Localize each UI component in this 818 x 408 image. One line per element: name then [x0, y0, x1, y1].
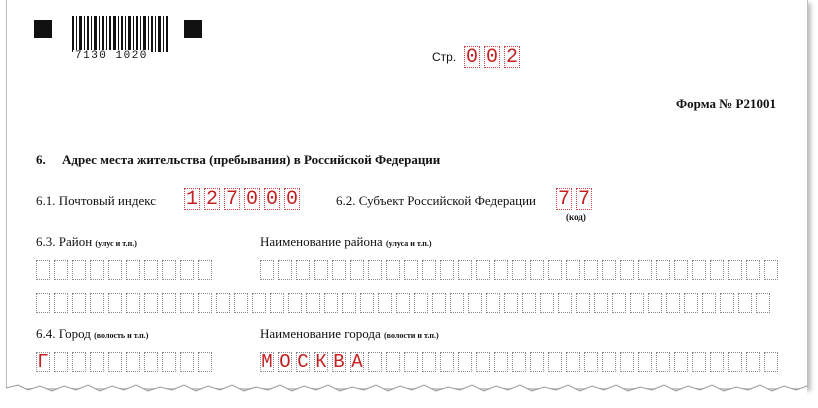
district-name-cell	[656, 260, 670, 280]
district-name-cell	[638, 260, 652, 280]
city-name-cell	[368, 352, 382, 372]
district-cell	[162, 260, 176, 280]
district-name-cell	[72, 293, 86, 313]
district-name-cell	[504, 293, 518, 313]
district-name-cell	[530, 260, 544, 280]
district-name-cell	[36, 293, 50, 313]
city-cell	[162, 352, 176, 372]
city-name-cell: К	[315, 351, 327, 373]
subject-code-note: (код)	[566, 212, 586, 222]
city-name-cell	[404, 352, 418, 372]
city-cell	[54, 352, 68, 372]
subject-label: 6.2. Субъект Российской Федерации	[336, 193, 536, 208]
city-name-cell	[386, 352, 400, 372]
district-name-cell	[458, 260, 472, 280]
city-name-cell: В	[333, 351, 345, 373]
district-cell	[54, 260, 68, 280]
corner-marker-left	[34, 20, 52, 38]
district-cell	[72, 260, 86, 280]
district-name-cell	[360, 293, 374, 313]
district-name-cell	[270, 293, 284, 313]
city-label-line	[36, 326, 148, 342]
page-number-cells	[464, 46, 524, 68]
city-name-cell: О	[279, 351, 291, 373]
city-name-cell	[710, 352, 724, 372]
district-label: 6.3. Район	[36, 234, 93, 249]
city-cell	[144, 352, 158, 372]
page-number-cell: 2	[505, 46, 518, 69]
district-name-cell	[324, 293, 338, 313]
city-name-cell	[440, 352, 454, 372]
district-name-cell	[108, 293, 122, 313]
district-name-cell	[404, 260, 418, 280]
district-name-cell	[522, 293, 536, 313]
city-cell	[198, 352, 212, 372]
district-name-cell	[288, 293, 302, 313]
district-name-cell	[728, 260, 742, 280]
district-name-label-line	[260, 234, 432, 250]
district-name-cells-row2[interactable]	[36, 293, 774, 313]
postal-index-cell: 0	[245, 188, 258, 211]
district-name-cell	[296, 260, 310, 280]
district-name-cell	[602, 260, 616, 280]
district-name-cell	[566, 260, 580, 280]
page-number-cell: 0	[485, 46, 498, 69]
city-name-label: Наименование города	[260, 326, 381, 341]
city-name-cell	[584, 352, 598, 372]
district-name-cell	[450, 293, 464, 313]
district-name-cell	[648, 293, 662, 313]
city-name-cell	[746, 352, 760, 372]
city-label-note: (волость и т.п.)	[94, 331, 149, 340]
district-cell	[108, 260, 122, 280]
district-name-cell	[144, 293, 158, 313]
district-cell	[180, 260, 194, 280]
district-name-cell	[584, 260, 598, 280]
city-name-cell: А	[351, 351, 363, 373]
district-label-note: (улус и т.п.)	[95, 239, 137, 248]
district-cell	[126, 260, 140, 280]
district-cell	[90, 260, 104, 280]
city-name-label-note: (волости и т.п.)	[384, 331, 439, 340]
city-cell	[90, 352, 104, 372]
city-name-cell	[458, 352, 472, 372]
district-name-cell	[342, 293, 356, 313]
district-name-cell	[126, 293, 140, 313]
corner-marker-right	[184, 20, 202, 38]
district-name-cell	[684, 293, 698, 313]
district-name-cell	[90, 293, 104, 313]
district-name-cell	[234, 293, 248, 313]
page-label: Стр.	[432, 50, 457, 64]
city-name-cell	[476, 352, 490, 372]
district-name-cell	[314, 260, 328, 280]
city-name-cell	[656, 352, 670, 372]
district-name-cell	[368, 260, 382, 280]
city-name-cell	[602, 352, 616, 372]
district-name-label-note: (улуса и т.п.)	[385, 239, 432, 248]
district-name-cell	[756, 293, 770, 313]
city-label: 6.4. Город	[36, 326, 91, 341]
district-name-cell	[548, 260, 562, 280]
city-cell	[72, 352, 86, 372]
district-name-cell	[512, 260, 526, 280]
district-name-cell	[162, 293, 176, 313]
section-title: Адрес места жительства (пребывания) в Российской Федерации	[62, 152, 441, 167]
district-name-cell	[630, 293, 644, 313]
postal-index-label: 6.1. Почтовый индекс	[36, 193, 156, 208]
district-cell	[144, 260, 158, 280]
city-cell	[108, 352, 122, 372]
city-name-cell	[512, 352, 526, 372]
city-name-cell	[494, 352, 508, 372]
city-cell: Г	[37, 351, 49, 373]
district-name-cell	[666, 293, 680, 313]
district-name-cell	[558, 293, 572, 313]
city-name-cell	[566, 352, 580, 372]
subject-cell: 7	[557, 188, 570, 211]
district-cells[interactable]	[36, 260, 216, 280]
city-name-cell	[638, 352, 652, 372]
city-name-cell	[674, 352, 688, 372]
district-name-cell	[576, 293, 590, 313]
district-name-cell	[738, 293, 752, 313]
district-name-cell	[440, 260, 454, 280]
torn-paper-edge	[6, 378, 812, 400]
city-name-cell	[422, 352, 436, 372]
postal-index-cell: 1	[185, 188, 198, 211]
district-name-cell	[278, 260, 292, 280]
city-name-cell	[728, 352, 742, 372]
city-cell	[126, 352, 140, 372]
postal-index-cells[interactable]	[184, 188, 304, 210]
postal-index-cell: 2	[205, 188, 218, 211]
district-name-cell	[252, 293, 266, 313]
city-name-cell	[692, 352, 706, 372]
district-name-cell	[746, 260, 760, 280]
district-name-cell	[494, 260, 508, 280]
city-name-cell	[764, 352, 778, 372]
city-cell	[180, 352, 194, 372]
city-name-cells[interactable]	[260, 352, 782, 372]
district-name-cell	[332, 260, 346, 280]
city-name-cell: М	[261, 351, 273, 373]
district-name-label: Наименование района	[260, 234, 383, 249]
district-label-line	[36, 234, 137, 250]
city-name-cell	[530, 352, 544, 372]
district-name-cell	[396, 293, 410, 313]
district-name-cell	[692, 260, 706, 280]
district-name-cell	[540, 293, 554, 313]
district-name-cell	[306, 293, 320, 313]
district-name-cells-row1[interactable]	[260, 260, 782, 280]
subject-cell: 7	[577, 188, 590, 211]
page-number-cell: 0	[465, 46, 478, 69]
district-name-cell	[216, 293, 230, 313]
district-name-cell	[414, 293, 428, 313]
district-name-cell	[54, 293, 68, 313]
district-name-cell	[180, 293, 194, 313]
city-name-cell	[620, 352, 634, 372]
district-name-cell	[260, 260, 274, 280]
city-name-cell: С	[297, 351, 309, 373]
postal-index-cell: 0	[285, 188, 298, 211]
district-cell	[198, 260, 212, 280]
postal-index-cell: 0	[265, 188, 278, 211]
district-cell	[36, 260, 50, 280]
district-name-cell	[422, 260, 436, 280]
district-name-cell	[378, 293, 392, 313]
district-name-cell	[476, 260, 490, 280]
district-name-cell	[720, 293, 734, 313]
district-name-cell	[350, 260, 364, 280]
district-name-cell	[764, 260, 778, 280]
district-name-cell	[432, 293, 446, 313]
district-name-cell	[710, 260, 724, 280]
barcode-digits: 7130 1020	[75, 50, 148, 62]
subject-cells[interactable]	[556, 188, 596, 210]
city-name-cell	[548, 352, 562, 372]
city-cells[interactable]	[36, 352, 216, 372]
district-name-cell	[486, 293, 500, 313]
district-name-cell	[674, 260, 688, 280]
district-name-cell	[620, 260, 634, 280]
district-name-cell	[198, 293, 212, 313]
city-name-label-line	[260, 326, 439, 342]
district-name-cell	[612, 293, 626, 313]
district-name-cell	[702, 293, 716, 313]
district-name-cell	[594, 293, 608, 313]
district-name-cell	[468, 293, 482, 313]
section-number: 6.	[36, 152, 46, 167]
form-name: Форма № Р21001	[676, 96, 776, 111]
postal-index-cell: 7	[225, 188, 238, 211]
district-name-cell	[386, 260, 400, 280]
